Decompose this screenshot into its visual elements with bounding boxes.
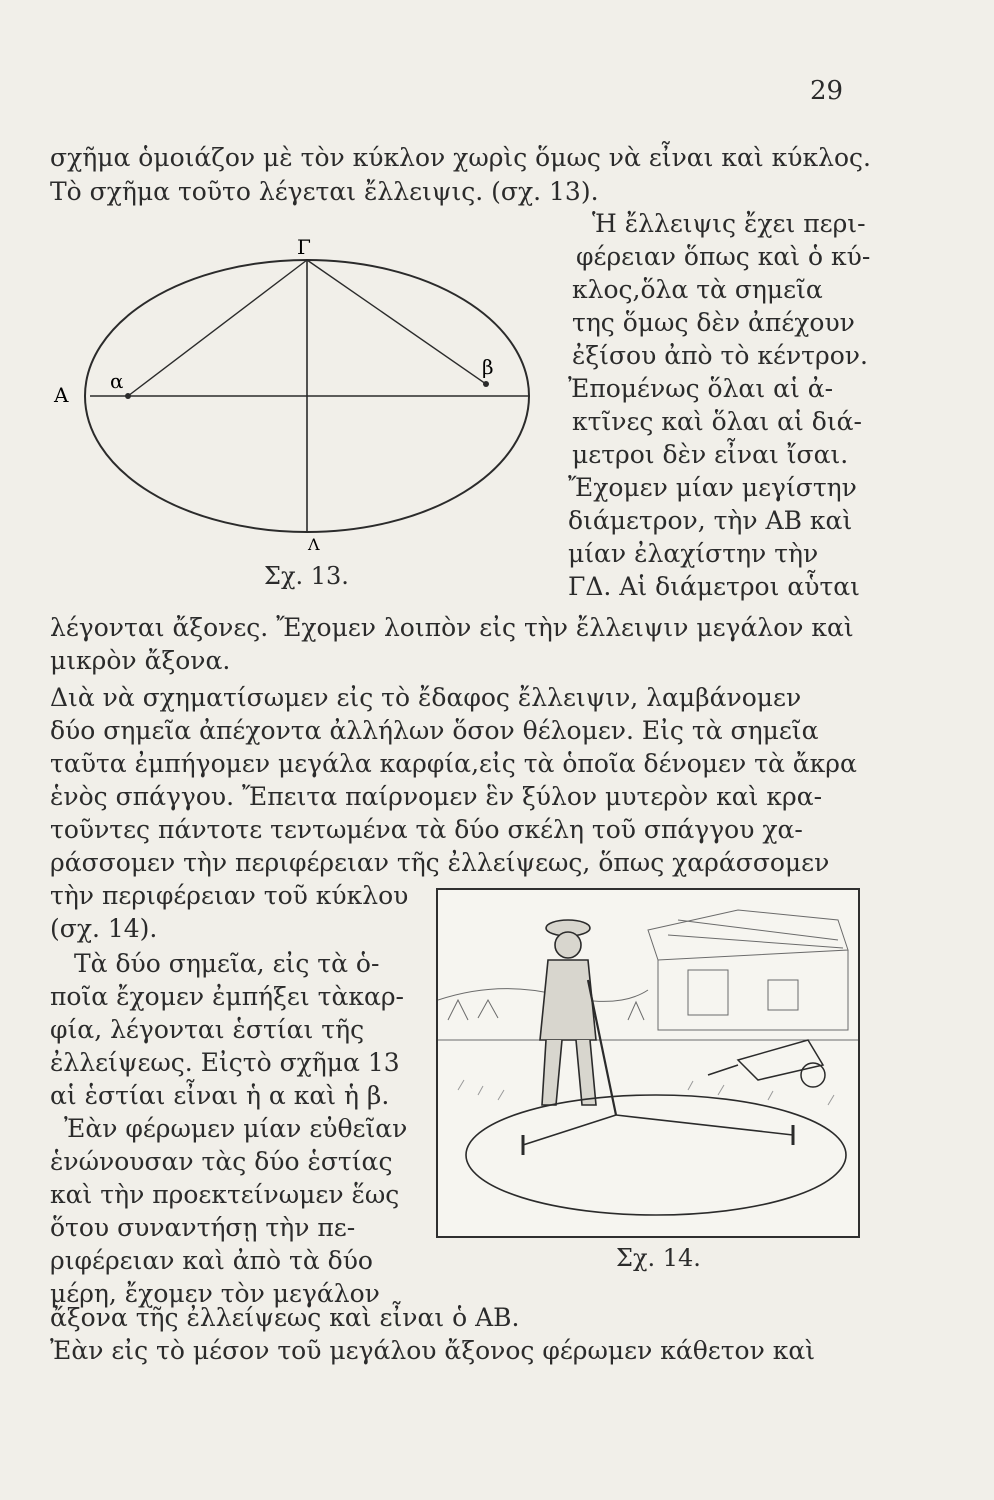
label-lambda: Λ: [308, 535, 320, 554]
text-line: μετροι δὲν εἶναι ἴσαι.: [572, 440, 849, 469]
focus-b-point: [483, 381, 489, 387]
text-line: ἐλλείψεως. Εἰςτὸ σχῆμα 13: [50, 1048, 400, 1077]
text-line: μέρη, ἔχομεν τὸν μεγάλον: [50, 1279, 380, 1308]
text-line: Ἐὰν εἰς τὸ μέσον τοῦ μεγάλου ἄξονος φέρωμεν κάθετον καὶ: [50, 1336, 816, 1365]
text-line: ἄξονα τῆς ἐλλείψεως καὶ εἶναι ὁ ΑΒ.: [50, 1303, 520, 1332]
text-line: ἑνὸς σπάγγου. Ἔπειτα παίρνομεν ἓν ξύλον μυτερὸν καὶ κρα-: [50, 782, 823, 811]
text-line: Ἐπομένως ὅλαι αἱ ἀ-: [568, 374, 834, 403]
focal-line-b: [307, 260, 486, 384]
figure-14-caption: Σχ. 14.: [616, 1244, 701, 1272]
text-line: (σχ. 14).: [50, 914, 158, 943]
label-alpha-cap: Α: [54, 383, 69, 407]
text-line: Ἡ ἔλλειψις ἔχει περι-: [592, 209, 866, 238]
text-line: σχῆμα ὁμοιάζον μὲ τὸν κύκλον χωρὶς ὅμως νὰ εἶναι καὶ κύκλος.: [50, 143, 871, 172]
text-line: ἑνώνουσαν τὰς δύο ἑστίας: [50, 1147, 393, 1176]
text-line: ράσσομεν τὴν περιφέρειαν τῆς ἐλλείψεως, ὅπως χαράσσομεν: [50, 848, 830, 877]
gardener-drawing: [438, 890, 858, 1236]
label-gamma: Γ: [297, 238, 311, 259]
text-line: φία, λέγονται ἑστίαι τῆς: [50, 1015, 365, 1044]
text-line: φέρειαν ὅπως καὶ ὁ κύ-: [576, 242, 871, 271]
text-line: κλος,ὅλα τὰ σημεῖα: [572, 275, 823, 304]
text-line: καὶ τὴν προεκτείνωμεν ἕως: [50, 1180, 400, 1209]
text-line: ριφέρειαν καὶ ἀπὸ τὰ δύο: [50, 1246, 373, 1275]
text-line: Ἐὰν φέρωμεν μίαν εὐθεῖαν: [64, 1114, 408, 1143]
label-b: β: [482, 355, 494, 379]
text-line: μικρὸν ἄξονα.: [50, 646, 231, 675]
text-line: Διὰ νὰ σχηματίσωμεν εἰς τὸ ἔδαφος ἔλλειψιν, λαμβάνομεν: [50, 683, 802, 712]
focal-line-a: [128, 260, 307, 396]
text-line: δύο σημεῖα ἀπέχοντα ἀλλήλων ὅσον θέλομεν. Εἰς τὰ σημεῖα: [50, 716, 819, 745]
text-line: τὴν περιφέρειαν τοῦ κύκλου: [50, 881, 409, 910]
text-line: της ὅμως δὲν ἀπέχουν: [572, 308, 855, 337]
text-line: ποῖα ἔχομεν ἐμπήξει τὰκαρ-: [50, 982, 404, 1011]
text-line: ἐξίσου ἀπὸ τὸ κέντρον.: [572, 341, 868, 370]
text-line: Ἔχομεν μίαν μεγίστην: [568, 473, 857, 502]
text-line: μίαν ἐλαχίστην τὴν: [568, 539, 819, 568]
text-line: λέγονται ἄξονες. Ἔχομεν λοιπὸν εἰς τὴν ἔλλειψιν μεγάλον καὶ: [50, 613, 854, 642]
page-number: 29: [810, 76, 844, 106]
text-line: κτῖνες καὶ ὅλαι αἱ διά-: [572, 407, 862, 436]
text-line: τοῦντες πάντοτε τεντωμένα τὰ δύο σκέλη τοῦ σπάγγου χα-: [50, 815, 803, 844]
focus-a-point: [125, 393, 131, 399]
figure-13-ellipse: [52, 238, 552, 558]
label-a: α: [110, 369, 124, 393]
figure-14-illustration: [436, 888, 860, 1238]
text-line: διάμετρον, τὴν ΑΒ καὶ: [568, 506, 853, 535]
text-line: ΓΔ. Αἱ διάμετροι αὗται: [568, 572, 860, 601]
text-line: Τὰ δύο σημεῖα, εἰς τὰ ὁ-: [74, 949, 380, 978]
text-line: ὅτου συναντήσῃ τὴν πε-: [50, 1213, 356, 1242]
text-line: αἱ ἑστίαι εἶναι ἡ α καὶ ἡ β.: [50, 1081, 390, 1110]
text-line: Τὸ σχῆμα τοῦτο λέγεται ἔλλειψις. (σχ. 13).: [50, 177, 599, 206]
text-line: ταῦτα ἐμπήγομεν μεγάλα καρφία,εἰς τὰ ὁποῖα δένομεν τὰ ἄκρα: [50, 749, 857, 778]
figure-13-caption: Σχ. 13.: [264, 562, 349, 590]
